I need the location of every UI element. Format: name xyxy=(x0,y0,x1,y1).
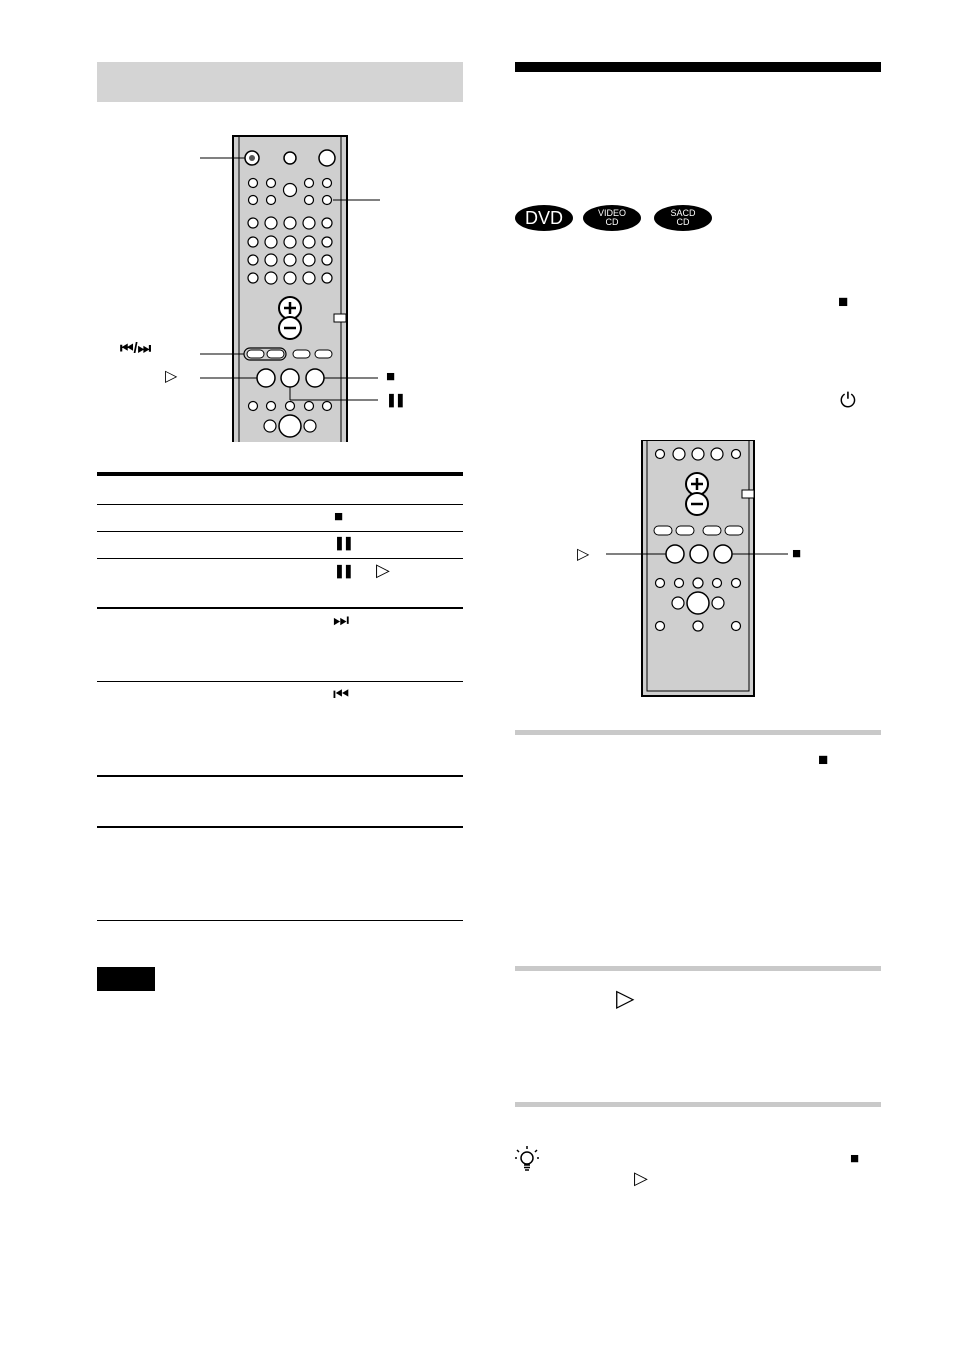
play-icon: ▷ xyxy=(616,985,635,1012)
notes-badge xyxy=(97,967,155,991)
pause-icon: ❚❚ xyxy=(386,392,404,407)
dvd-disc-badge xyxy=(515,205,573,231)
table-bottom-rule xyxy=(97,920,463,921)
stop-icon: ■ xyxy=(792,545,802,562)
dvd-label: DVD xyxy=(524,207,563,228)
sacd-label-line1: SACD xyxy=(670,208,696,218)
power-icon: ⏻ xyxy=(840,390,856,412)
table-row-rule xyxy=(97,775,463,777)
stop-icon: ■ xyxy=(334,508,344,525)
table-top-rule xyxy=(97,472,463,476)
remote-illustration-bottom xyxy=(570,440,820,700)
sacd-disc-badge xyxy=(654,205,712,231)
play-icon: ▷ xyxy=(634,1168,648,1188)
stop-icon: ■ xyxy=(838,292,849,311)
table-row-rule xyxy=(97,607,463,609)
video-cd-label-line1: VIDEO xyxy=(597,208,626,218)
sacd-label-line2: CD xyxy=(676,217,690,227)
table-row-rule xyxy=(97,826,463,828)
step-1-bar xyxy=(515,730,881,735)
tip-icon xyxy=(515,1145,539,1171)
table-row-rule xyxy=(97,504,463,505)
stop-icon: ■ xyxy=(850,1150,860,1167)
section-header-band xyxy=(97,62,463,102)
step-2-bar xyxy=(515,966,881,971)
play-icon: ▷ xyxy=(577,546,590,563)
pause-icon: ❚❚ xyxy=(334,563,352,578)
play-icon: ▷ xyxy=(165,368,178,385)
stop-icon: ■ xyxy=(386,368,396,385)
pause-icon: ❚❚ xyxy=(334,535,352,550)
prev-next-icon: ⏮/⏭ xyxy=(120,340,152,357)
table-row-rule xyxy=(97,558,463,559)
video-cd-disc-badge xyxy=(583,205,641,231)
stop-icon: ■ xyxy=(818,750,829,769)
video-cd-label-line2: CD xyxy=(605,217,619,227)
next-icon: ⏭ xyxy=(333,610,350,630)
remote-illustration-top xyxy=(120,130,420,442)
prev-icon: ⏮ xyxy=(333,684,350,704)
play-icon: ▷ xyxy=(376,560,390,580)
title-rule xyxy=(515,62,881,72)
step-3-bar xyxy=(515,1102,881,1107)
table-row-rule xyxy=(97,681,463,682)
table-row-rule xyxy=(97,531,463,532)
